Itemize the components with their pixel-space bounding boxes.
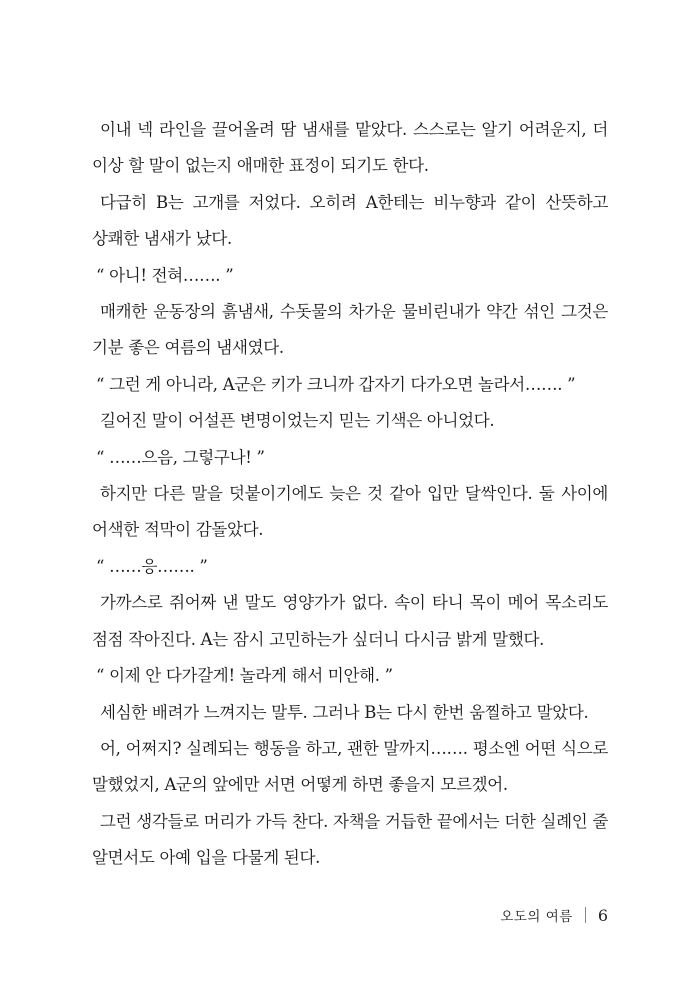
dialogue-line: “ ……응……. ” (96, 556, 208, 576)
paragraph: 세심한 배려가 느껴지는 말투. 그러나 B는 다시 한번 움찔하고 말았다. (100, 702, 589, 722)
dialogue-line: “ 아니! 전혀……. ” (96, 265, 234, 285)
paragraph: 다급히 B는 고개를 저었다. 오히려 A한테는 비누향과 같이 산뜻하고 상쾌한 냄새가 났다. (92, 192, 608, 249)
paragraph: 매캐한 운동장의 흙냄새, 수돗물의 차가운 물비린내가 약간 섞인 그것은 기분 좋은 여름의 냄새였다. (92, 302, 608, 358)
dialogue-line: “ ……으음, 그렇구나! ” (96, 447, 265, 467)
page-number: 6 (597, 905, 608, 925)
paragraph: 이내 넥 라인을 끌어올려 땀 냄새를 맡았다. 스스로는 알기 어려운지, 더 이상 할 말이 없는지 애매한 표정이 되기도 한다. (92, 120, 608, 176)
page-body-text (92, 112, 608, 877)
page-footer (500, 903, 608, 927)
paragraph: 길어진 말이 어설픈 변명이었는지 믿는 기색은 아니었다. (100, 411, 495, 431)
paragraph: 어, 어쩌지? 실례되는 행동을 하고, 괜한 말까지……. 평소엔 어떤 식으로 말했었지, A군의 앞에만 서면 어떻게 하면 좋을지 모르겠어. (92, 738, 608, 795)
footer-divider (585, 907, 586, 923)
dialogue-line: “ 이제 안 다가갈게! 놀라게 해서 미안해. ” (96, 666, 393, 686)
dialogue-line: “ 그런 게 아니라, A군은 키가 크니까 갑자기 다가오면 놀라서……. ” (96, 374, 576, 394)
paragraph: 가까스로 쥐어짜 낸 말도 영양가가 없다. 속이 타니 목이 메어 목소리도 점점 작아진다. A는 잠시 고민하는가 싶더니 다시금 밝게 말했다. (92, 593, 608, 649)
paragraph: 하지만 다른 말을 덧붙이기에도 늦은 것 같아 입만 달싹인다. 둘 사이에 어색한 적막이 감돌았다. (92, 484, 608, 540)
running-title: 오도의 여름 (500, 909, 573, 925)
paragraph: 그런 생각들로 머리가 가득 찬다. 자책을 거듭한 끝에서는 더한 실례인 줄 알면서도 아예 입을 다물게 된다. (92, 811, 608, 868)
